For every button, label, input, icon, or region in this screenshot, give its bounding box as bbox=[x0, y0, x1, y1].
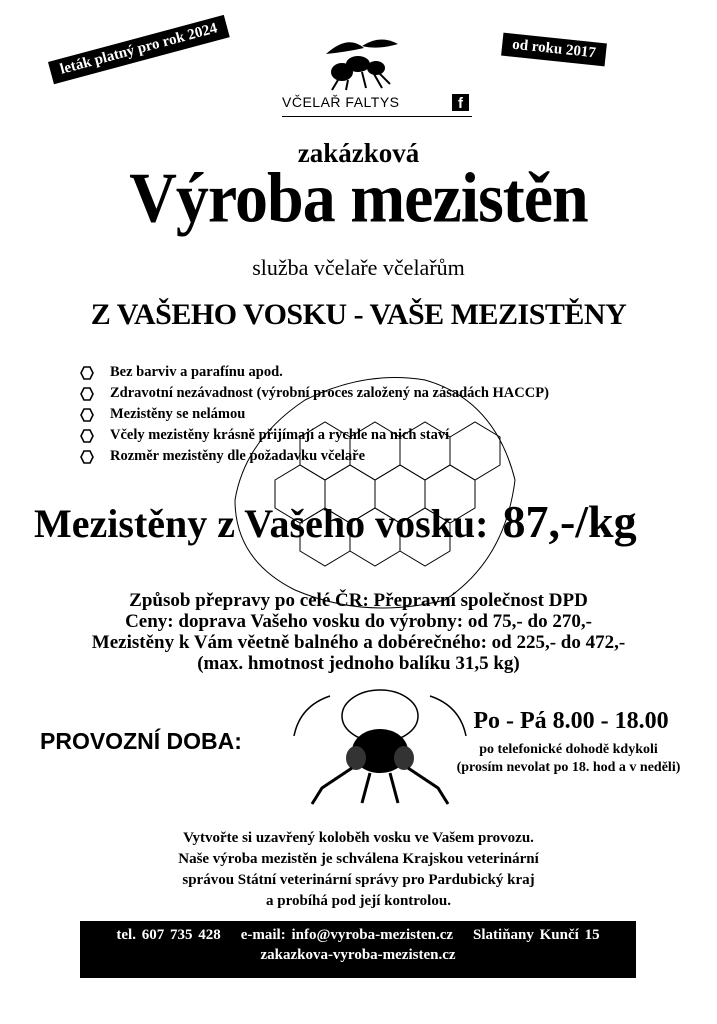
hexagon-icon bbox=[80, 408, 94, 422]
brand-name: VČELAŘ FALTYS bbox=[282, 94, 400, 110]
hours-note-line: (prosím nevolat po 18. hod a v neděli) bbox=[456, 760, 681, 775]
hours-value: Po - Pá 8.00 - 18.00 bbox=[473, 708, 669, 734]
list-item bbox=[80, 446, 549, 467]
website-link[interactable]: zakazkova-vyroba-mezisten.cz bbox=[260, 947, 456, 963]
hours-note bbox=[436, 741, 701, 777]
hexagon-icon bbox=[80, 366, 94, 380]
slogan: Z VAŠEHO VOSKU - VAŠE MEZISTĚNY bbox=[90, 298, 627, 331]
info-line: a probíhá pod její kontrolou. bbox=[266, 893, 451, 909]
feature-text: Včely mezistěny krásně přijímají a rychle na nich staví bbox=[110, 427, 450, 443]
feature-text: Zdravotní nezávadnost (výrobní proces založený na zásadách HACCP) bbox=[110, 385, 549, 401]
hours-label: PROVOZNÍ DOBA: bbox=[40, 728, 242, 754]
phone-link[interactable]: tel. 607 735 428 bbox=[116, 927, 221, 943]
feature-text: Rozměr mezistěny dle požadavku včelaře bbox=[110, 448, 366, 464]
email-link[interactable]: e-mail: info@vyroba-mezisten.cz bbox=[240, 927, 454, 943]
info-line: Vytvořte si uzavřený koloběh vosku ve Vašem provozu. bbox=[183, 830, 534, 846]
shipping-info bbox=[0, 590, 717, 674]
shipping-line: (max. hmotnost jednoho balíku 31,5 kg) bbox=[197, 653, 520, 674]
hexagon-icon bbox=[80, 387, 94, 401]
since-tag: od roku 2017 bbox=[501, 33, 607, 67]
hexagon-icon bbox=[80, 450, 94, 464]
page-title: Výroba mezistěn bbox=[129, 159, 588, 238]
page-subtitle: zakázková bbox=[297, 138, 420, 168]
feature-text: Bez barviv a parafínu apod. bbox=[110, 364, 283, 380]
price-label: Mezistěny z Vašeho vosku: bbox=[34, 501, 489, 546]
hexagon-icon bbox=[80, 429, 94, 443]
tagline: služba včelaře včelařům bbox=[252, 255, 465, 280]
address: Slatiňany Kunčí 15 bbox=[473, 927, 600, 943]
info-paragraph bbox=[0, 828, 717, 912]
list-item bbox=[80, 362, 549, 383]
price-value: 87,-/kg bbox=[502, 496, 637, 547]
feature-list bbox=[80, 362, 549, 467]
info-line: správou Státní veterinární správy pro Pardubický kraj bbox=[182, 872, 535, 888]
list-item bbox=[80, 404, 549, 425]
list-item bbox=[80, 425, 549, 446]
list-item bbox=[80, 383, 549, 404]
facebook-icon[interactable]: f bbox=[452, 94, 469, 111]
brand-underline bbox=[282, 116, 472, 117]
validity-tag: leták platný pro rok 2024 bbox=[48, 15, 230, 84]
shipping-line: Způsob přepravy po celé ČR: Přepravní společnost DPD bbox=[129, 590, 588, 611]
feature-text: Mezistěny se nelámou bbox=[110, 406, 246, 422]
bee-logo-icon bbox=[318, 32, 400, 92]
contact-footer bbox=[80, 921, 636, 978]
hours-note-line: po telefonické dohodě kdykoli bbox=[479, 742, 658, 757]
info-line: Naše výroba mezistěn je schválena Krajskou veterinární bbox=[178, 851, 539, 867]
shipping-line: Ceny: doprava Vašeho vosku do výrobny: od 75,- do 270,- bbox=[125, 611, 592, 632]
shipping-line: Mezistěny k Vám věetně balného a dobérečného: od 225,- do 472,- bbox=[91, 632, 626, 653]
price-line bbox=[34, 495, 637, 548]
